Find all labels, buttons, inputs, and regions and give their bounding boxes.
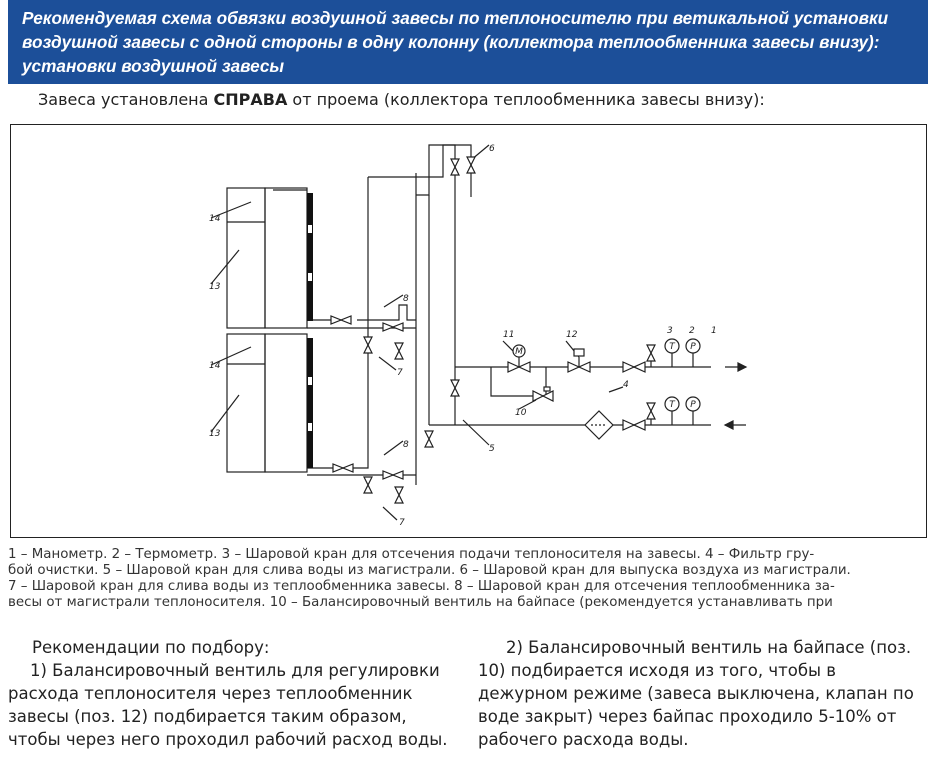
label-14-top: 14 [209,214,221,224]
legend-line: весы от магистрали теплоносителя. 10 – Балансировочный вентиль на байпасе (рекомендуется устанавливать при [8,595,833,610]
valves [331,157,645,503]
legend-line: 1 – Манометр. 2 – Термометр. 3 – Шаровой кран для отсечения подачи теплоносителя на завесы. 4 – Фильтр гру- [8,547,815,562]
lower-unit-body [265,334,307,472]
legend [8,547,928,611]
label-8-bottom: 8 [403,440,409,450]
label-11: 11 [503,330,515,340]
mano-letter-1: P [690,342,696,352]
subtitle-emphasis: СПРАВА [213,90,288,109]
subtitle-suffix: от проема (коллектора теплообменника завесы внизу): [287,90,765,109]
label-7-top: 7 [397,368,403,378]
motor-letter: M [515,347,523,357]
upper-unit-body [265,188,307,328]
flow-arrows [725,363,746,429]
label-1: 1 [711,326,717,336]
recommendation-2: 2) Балансировочный вентиль на байпасе (поз. 10) подбирается исходя из того, чтобы в дежурном режиме (завеса выключена, клапан по воде закрыт) через байпас проходило 5-10% от рабочего расхода воды. [478,638,914,749]
subtitle [38,90,765,109]
header-banner [8,0,928,84]
recommendation-1: 1) Балансировочный вентиль для регулировки расхода теплоносителя через теплообменник завесы (поз. 12) подбирается таким образом, чтобы через него проходил рабочий расход воды. [8,661,448,749]
recommendations-right [478,636,928,751]
header-title: Рекомендуемая схема обвязки воздушной завесы по теплоносителю при ветикальной установки воздушной завесы с одной стороны в одну колонну (коллектора теплообменника завесы внизу): установки воздушной завесы [22,8,889,76]
label-5: 5 [489,444,495,454]
label-4: 4 [623,380,629,390]
recommendations-title: Рекомендации по подбору: [32,638,270,657]
thermo-letter-1: T [669,342,675,352]
filter [585,411,613,439]
diagram-labels [209,144,717,528]
legend-line: 7 – Шаровой кран для слива воды из теплообменника завесы. 8 – Шаровой кран для отсечения теплообменника за- [8,579,835,594]
label-3: 3 [667,326,673,336]
label-7-bottom: 7 [399,518,405,528]
label-13-bottom: 13 [209,429,221,439]
balancing-handle [574,349,584,356]
label-14-bottom: 14 [209,361,221,371]
label-8-top: 8 [403,294,409,304]
legend-line: бой очистки. 5 – Шаровой кран для слива воды из магистрали. 6 – Шаровой кран для выпуска воздуха из магистрали. [8,563,851,578]
subtitle-prefix: Завеса установлена [38,90,214,109]
label-13-top: 13 [209,282,221,292]
label-6: 6 [489,144,495,154]
label-2: 2 [689,326,695,336]
recommendations-left [8,636,456,751]
piping-diagram [10,124,927,538]
diagram-lines [211,145,711,520]
piping-schematic [11,125,925,536]
label-10: 10 [515,408,527,418]
label-12: 12 [566,330,578,340]
thermo-letter-2: T [669,400,675,410]
mano-letter-2: P [690,400,696,410]
coil-blocks [307,193,313,468]
